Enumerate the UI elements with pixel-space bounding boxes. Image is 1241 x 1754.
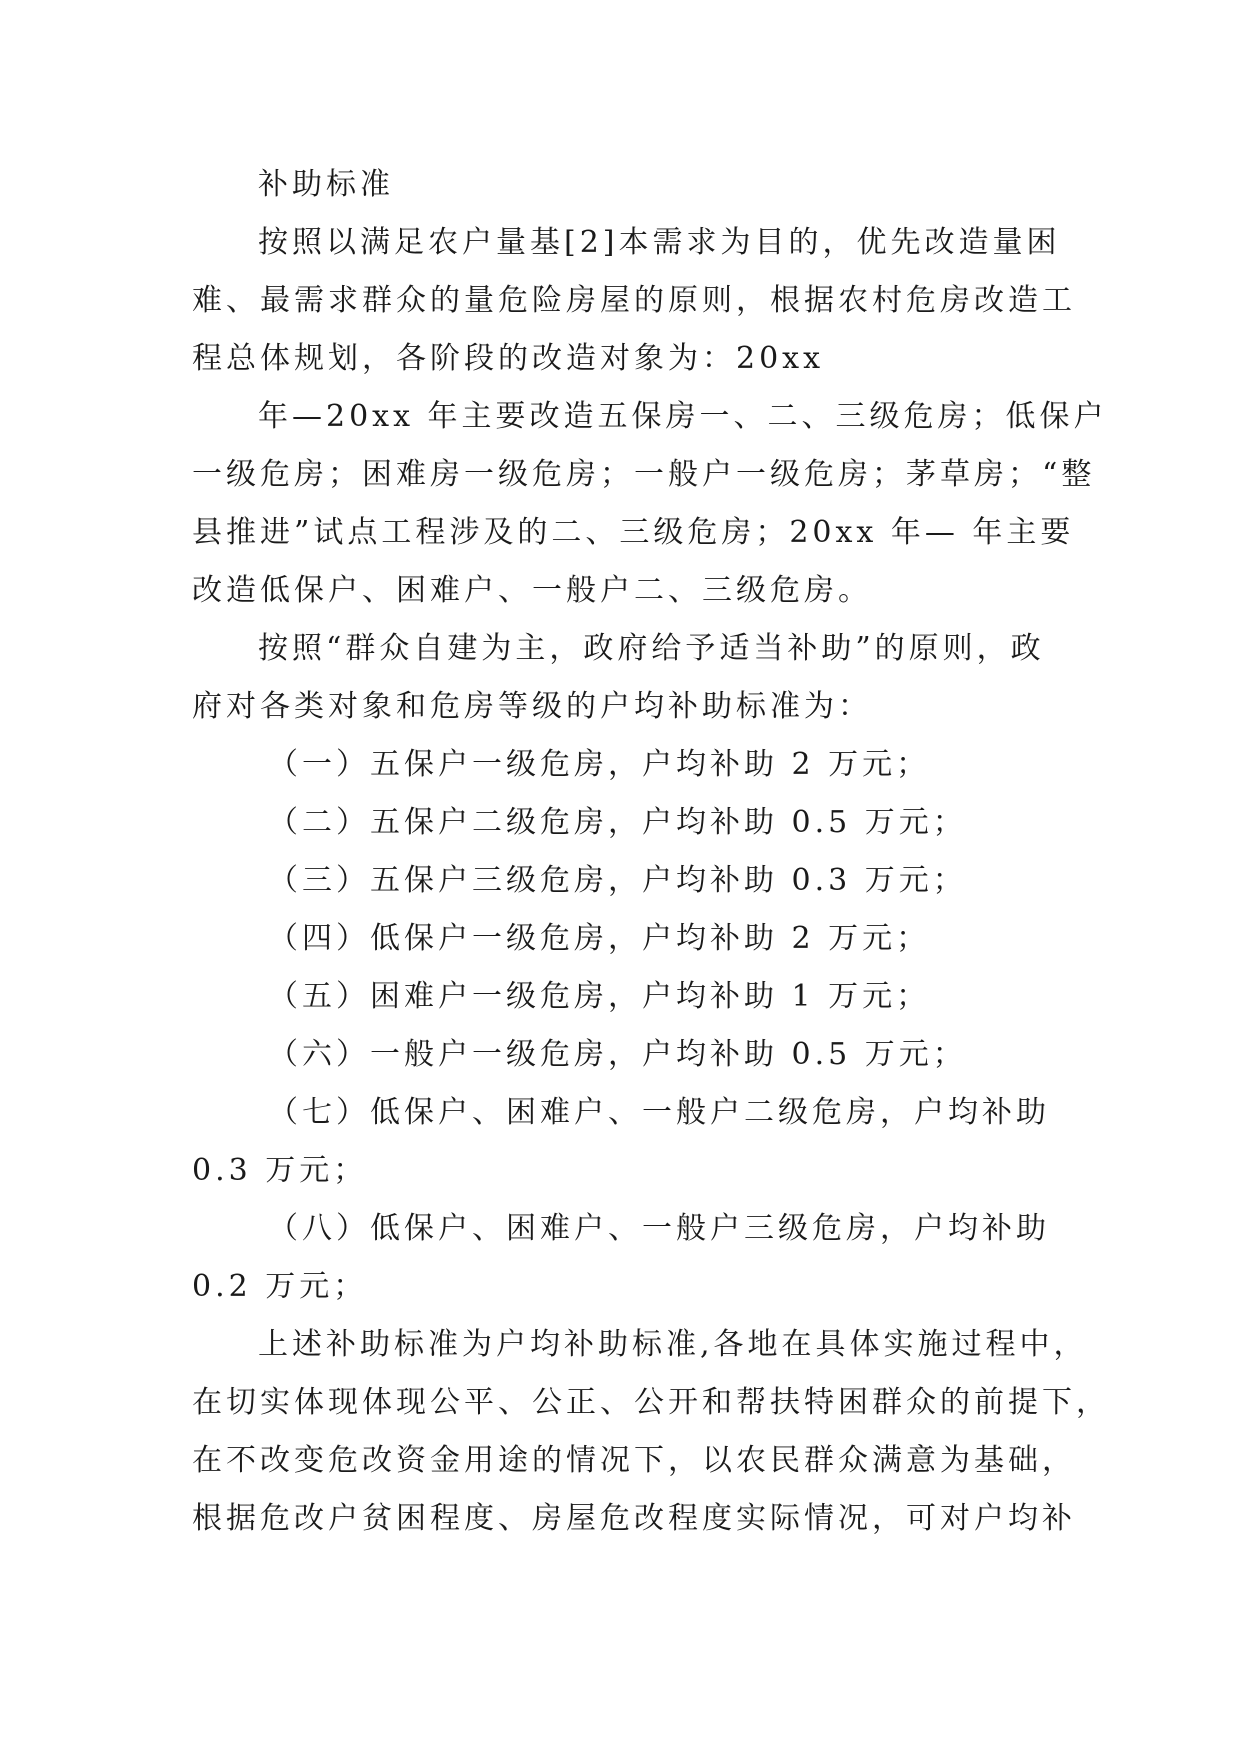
paragraph-line: 县推进”试点工程涉及的二、三级危房；20xx 年— 年主要 bbox=[192, 515, 1075, 550]
list-item-continuation: 0.2 万元； bbox=[192, 1269, 368, 1304]
paragraph-line: 改造低保户、困难户、一般户二、三级危房。 bbox=[192, 573, 872, 608]
list-item-continuation: 0.3 万元； bbox=[192, 1153, 368, 1188]
paragraph-line: 在不改变危改资金用途的情况下，以农民群众满意为基础， bbox=[192, 1443, 1076, 1478]
list-item: （六）一般户一级危房，户均补助 0.5 万元； bbox=[268, 1037, 967, 1072]
list-item: （二）五保户二级危房，户均补助 0.5 万元； bbox=[268, 805, 967, 840]
paragraph-line: 难、最需求群众的量危险房屋的原则，根据农村危房改造工 bbox=[192, 283, 1076, 318]
paragraph-line: 按照“群众自建为主，政府给予适当补助”的原则，政 bbox=[258, 631, 1045, 666]
section-heading: 补助标准 bbox=[258, 167, 394, 202]
list-item: （七）低保户、困难户、一般户二级危房，户均补助 bbox=[268, 1095, 1050, 1130]
list-item: （五）困难户一级危房，户均补助 1 万元； bbox=[268, 979, 931, 1014]
paragraph-line: 程总体规划，各阶段的改造对象为：20xx bbox=[192, 341, 825, 376]
paragraph-line: 年—20xx 年主要改造五保房一、二、三级危房；低保户 bbox=[258, 399, 1108, 434]
paragraph-line: 一级危房；困难房一级危房；一般户一级危房；茅草房；“整 bbox=[192, 457, 1096, 492]
paragraph-line: 按照以满足农户量基[2]本需求为目的，优先改造量困 bbox=[258, 225, 1061, 260]
list-item: （三）五保户三级危房，户均补助 0.3 万元； bbox=[268, 863, 967, 898]
paragraph-line: 根据危改户贫困程度、房屋危改程度实际情况，可对户均补 bbox=[192, 1501, 1076, 1536]
paragraph-line: 在切实体现体现公平、公正、公开和帮扶特困群众的前提下， bbox=[192, 1385, 1110, 1420]
paragraph-line: 上述补助标准为户均补助标准,各地在具体实施过程中， bbox=[258, 1327, 1088, 1362]
paragraph-line: 府对各类对象和危房等级的户均补助标准为： bbox=[192, 689, 872, 724]
list-item: （一）五保户一级危房，户均补助 2 万元； bbox=[268, 747, 931, 782]
list-item: （八）低保户、困难户、一般户三级危房，户均补助 bbox=[268, 1211, 1050, 1246]
list-item: （四）低保户一级危房，户均补助 2 万元； bbox=[268, 921, 931, 956]
